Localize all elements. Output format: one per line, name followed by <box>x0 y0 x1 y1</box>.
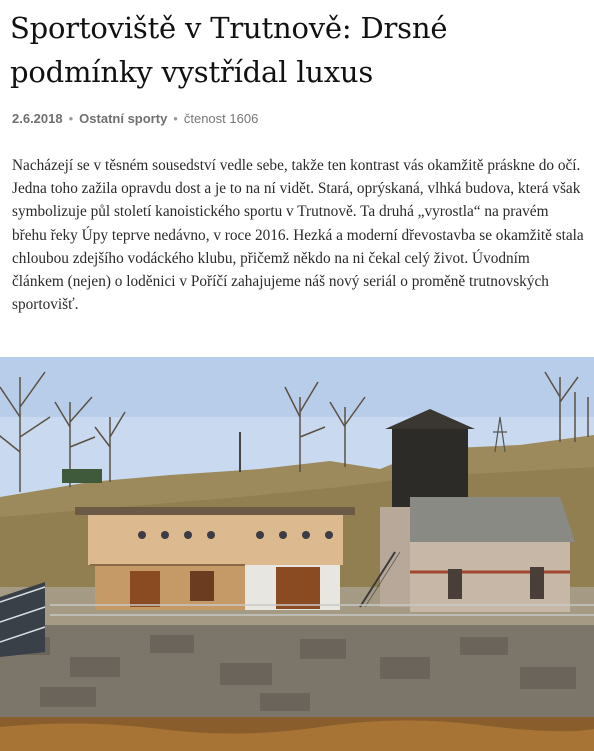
article-title: Sportoviště v Trutnově: Drsné podmínky vystřídal luxus <box>10 11 448 89</box>
publish-date: 2.6.2018 <box>12 111 63 126</box>
meta-separator: • <box>173 111 178 126</box>
article-lead: Nacházejí se v těsném sousedství vedle sebe, takže ten kontrast vás okamžitě práskne do očí. Jedna toho zažila opravdu dost a je to na ní vidět. Stará, oprýskaná, vlhká budova, která však symbolizuje půl století kanoistického sportu v Trutnově. Ta druhá „vyrostla“ na pravém břehu řeky Úpy teprve nedávno, v roce 2016. Hezká a moderní dřevostavba se okamžitě stala chloubou zdejšího vodáckého klubu, přičemž někdo na ni čekal celý život. Úvodním článkem (nejen) o loděnici v Poříčí zahajujeme náš nový seriál o proměně trutnovských sportovišť. <box>12 157 584 314</box>
article-meta <box>12 111 258 126</box>
article-photo <box>0 357 594 751</box>
view-count: čtenost 1606 <box>183 111 259 126</box>
meta-separator: • <box>68 111 74 126</box>
category-link[interactable]: Ostatní sporty <box>79 111 168 126</box>
photo-wooden-boathouse <box>75 507 355 610</box>
